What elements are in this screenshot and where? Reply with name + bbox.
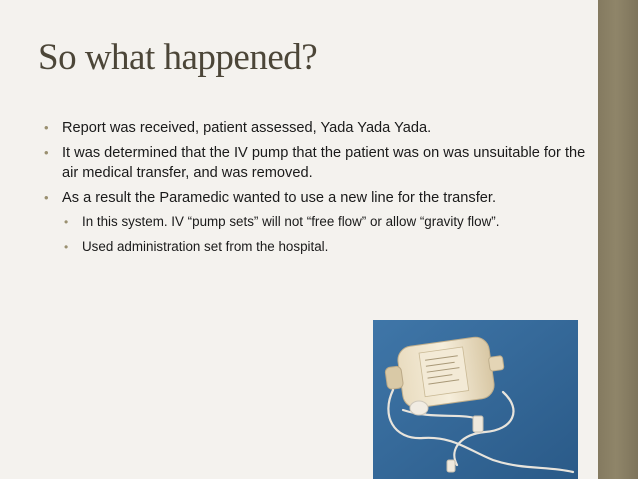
sub-bullet-text: In this system. IV “pump sets” will not “free flow” or allow “gravity flow”. [82, 214, 500, 229]
bullet-marker: • [64, 239, 69, 254]
accent-side-bar [598, 0, 638, 479]
roller-clamp [473, 416, 483, 432]
bullet-marker: • [44, 145, 49, 160]
bullet-marker: • [64, 215, 69, 229]
sub-bullet-item [64, 238, 589, 257]
iv-administration-set-photo [373, 320, 578, 479]
bullet-item [44, 188, 589, 208]
drip-chamber [410, 401, 428, 415]
iv-set-illustration [373, 320, 578, 479]
slide-title: So what happened? [38, 37, 318, 78]
bullet-list [44, 118, 589, 262]
bullet-marker: • [44, 190, 49, 205]
sub-bullet-text: Used administration set from the hospital. [82, 238, 329, 254]
bullet-text: It was determined that the IV pump that the patient was on was unsuitable for the air medical transfer, and was removed. [62, 145, 586, 181]
sub-bullet-item [64, 213, 589, 232]
luer-connector [447, 460, 455, 472]
bullet-item [44, 143, 589, 183]
bullet-marker: • [44, 120, 49, 135]
bullet-text: As a result the Paramedic wanted to use a new line for the transfer. [62, 190, 496, 206]
bullet-text: Report was received, patient assessed, Yada Yada Yada. [62, 120, 432, 136]
bullet-item [44, 118, 589, 138]
